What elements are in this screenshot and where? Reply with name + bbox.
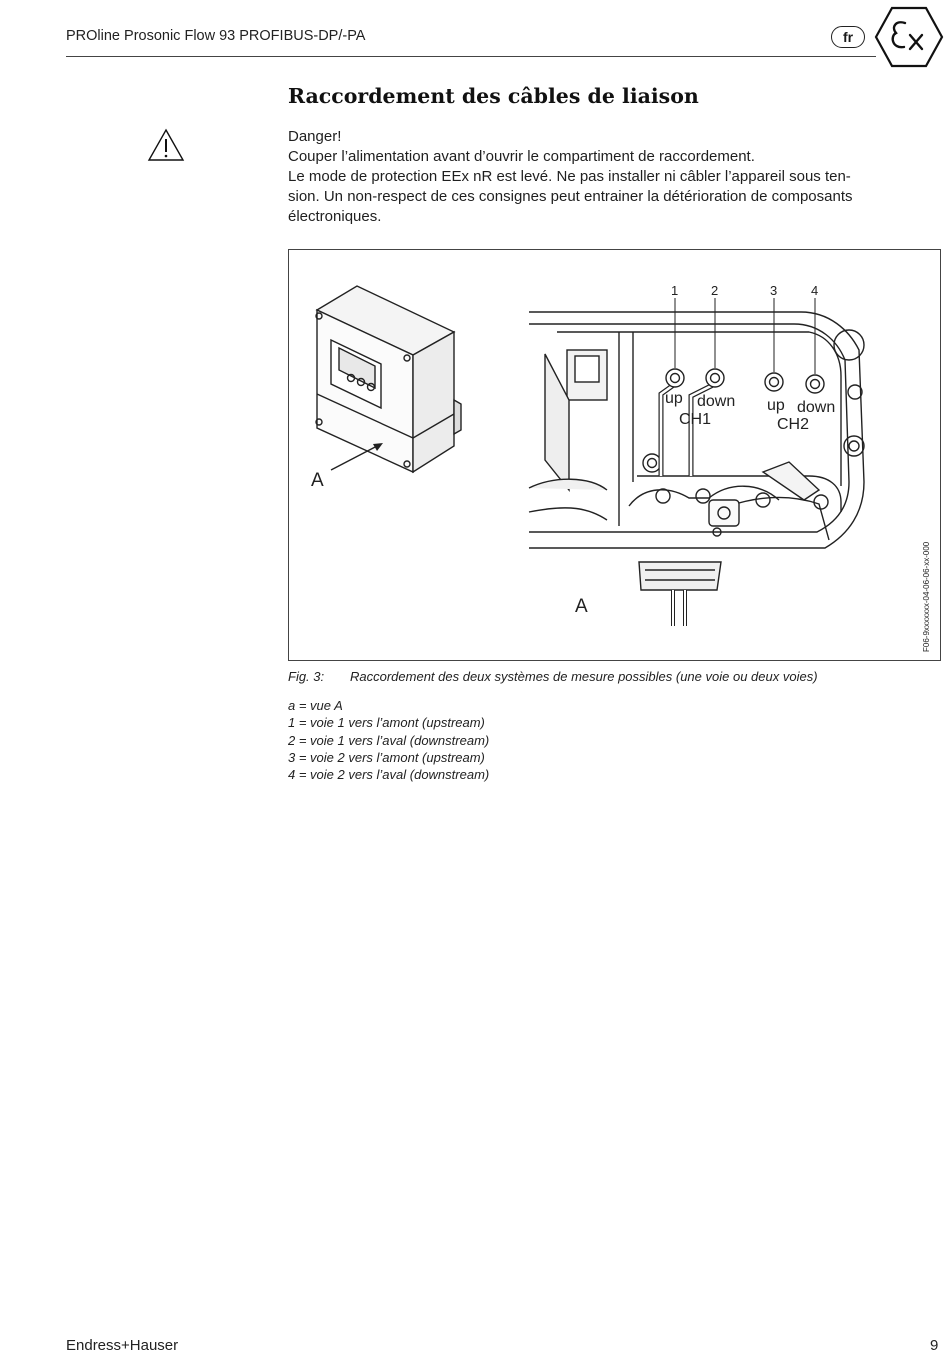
ch1-up-label: up [665,390,683,407]
legend-item: a = vue A [288,698,343,713]
page-number: 9 [930,1337,939,1354]
ex-explosion-protection-logo [874,6,944,68]
legend-item: 3 = voie 2 vers l’amont (upstream) [288,749,485,765]
figure-label: Fig. 3: [288,669,325,684]
ch2-up-label: up [767,397,785,414]
figure-frame [288,249,941,661]
callout-3: 3 [770,283,778,298]
connection-compartment [529,312,864,590]
document-header-title: PROline Prosonic Flow 93 PROFIBUS-DP/-PA [66,28,366,44]
footer-brand: Endress+Hauser [66,1337,179,1354]
callout-leaders [675,298,815,374]
warning-heading: Danger! [288,128,342,145]
ch1-down-label: down [697,393,736,410]
callout-1: 1 [671,283,679,298]
legend-item: 1 = voie 1 vers l’amont (upstream) [288,715,485,731]
legend-item: 2 = voie 1 vers l’aval (downstream) [288,732,490,748]
drawing-code: F06-9xxxxxxx-04-06-06-xx-000 [922,541,931,652]
coax-connector-1 [666,369,684,387]
warning-line: sion. Un non-respect de ces consignes peut entrainer la détérioration de composants [288,188,853,205]
header-divider [66,56,876,57]
figure-caption: Raccordement des deux systèmes de mesure possibles (une voie ou deux voies) [350,669,818,684]
coax-connector-2 [706,369,724,387]
warning-line: Couper l’alimentation avant d’ouvrir le compartiment de raccordement. [288,148,755,165]
warning-triangle-icon [147,128,185,162]
callout-4: 4 [811,283,819,298]
section-title: Raccordement des câbles de liaison [288,84,699,108]
warning-line: Le mode de protection EEx nR est levé. Ne pas installer ni câbler l’appareil sous ten- [288,168,851,185]
ch1-name: CH1 [679,411,712,428]
callout-2: 2 [711,283,719,298]
warning-line: électroniques. [288,208,382,225]
language-badge: fr [831,26,865,48]
ch2-down-label: down [797,399,836,416]
legend-item: 4 = voie 2 vers l’aval (downstream) [288,767,490,783]
coax-connector-3 [765,373,783,391]
wiring-illustration [289,250,940,660]
warning-block [288,127,940,227]
view-label-a: A [311,470,324,491]
ch2-name: CH2 [777,416,810,433]
figure-legend [288,697,489,783]
view-label-a-bottom: A [575,596,588,617]
view-a-arrow [331,445,379,470]
coax-connector-4 [806,375,824,393]
transmitter-housing [316,286,461,472]
